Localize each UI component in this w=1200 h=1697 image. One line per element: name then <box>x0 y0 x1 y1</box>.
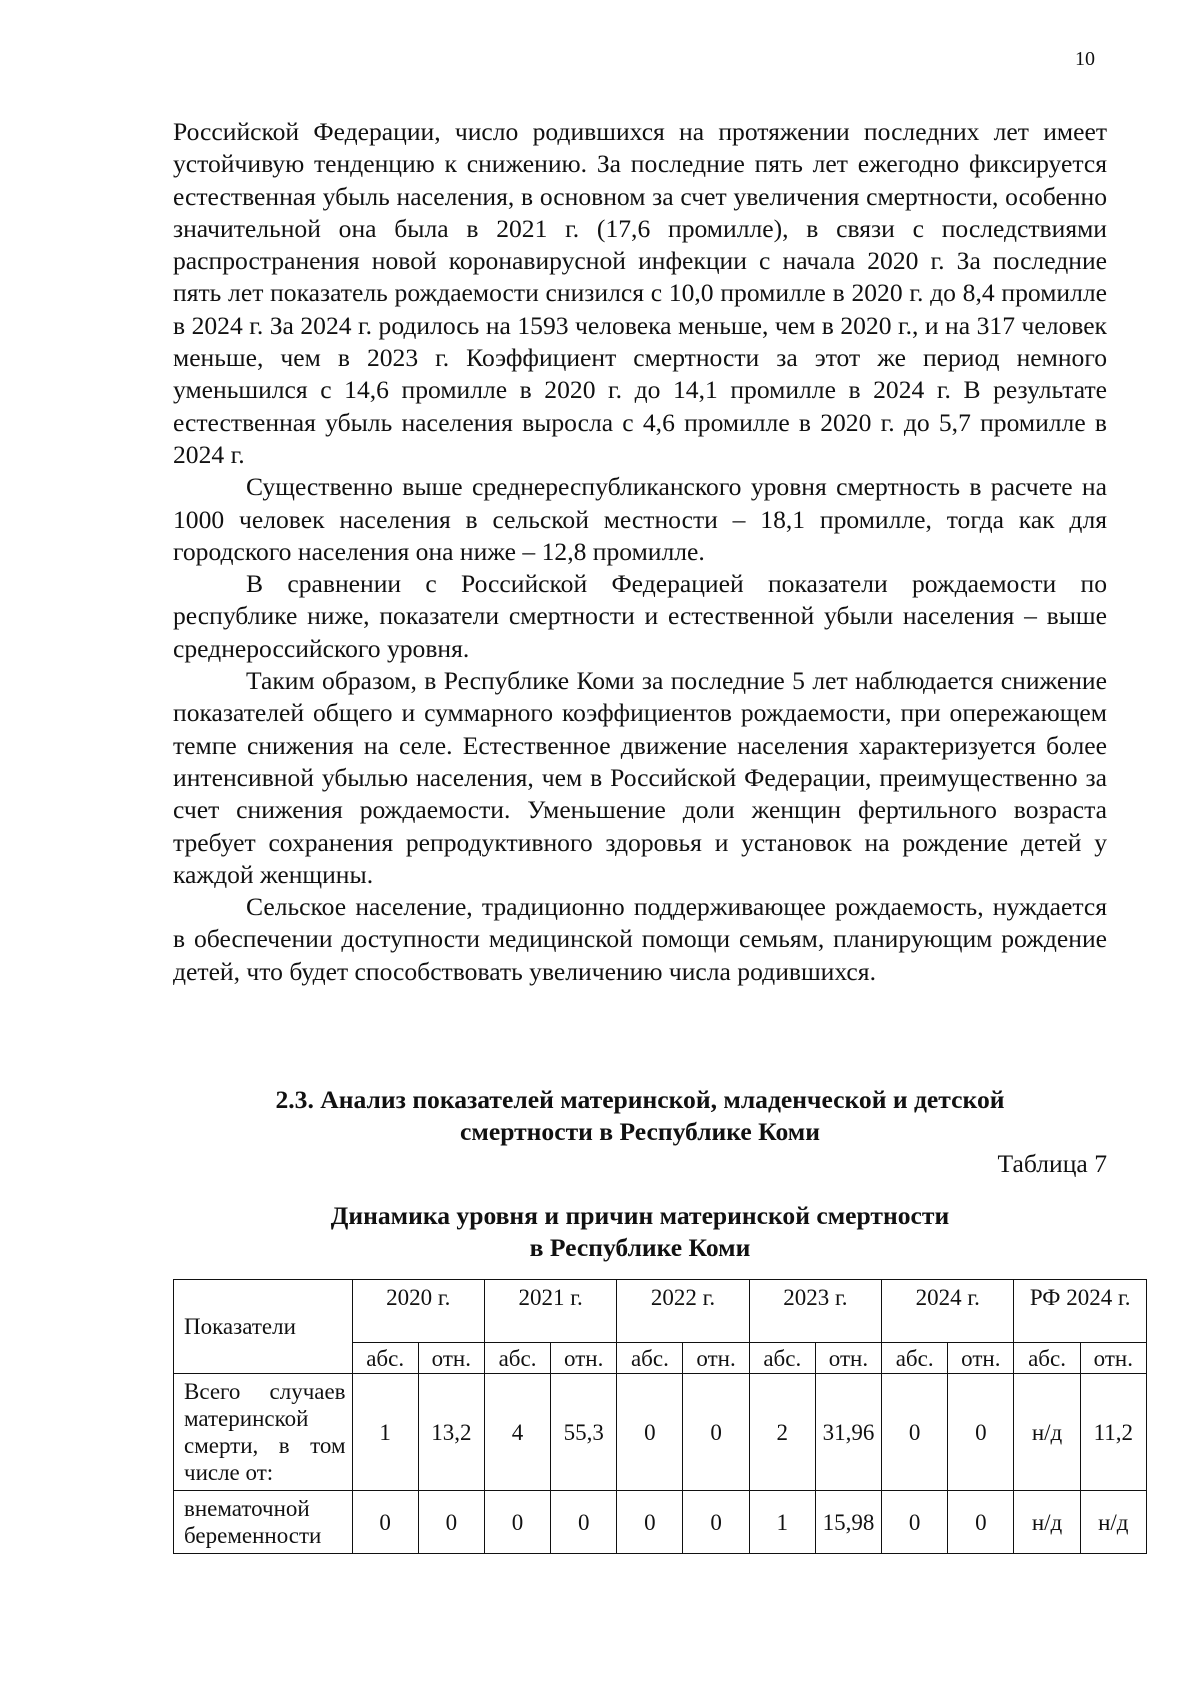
header-abs: абс. <box>882 1343 948 1374</box>
header-rel: отн. <box>1080 1343 1146 1374</box>
header-year: 2020 г. <box>352 1280 484 1343</box>
table-cell: 0 <box>617 1374 683 1491</box>
table-cell: 13,2 <box>418 1374 484 1491</box>
header-abs: абс. <box>617 1343 683 1374</box>
table-label: Таблица 7 <box>997 1149 1107 1178</box>
table-cell: 0 <box>882 1491 948 1554</box>
header-year: 2022 г. <box>617 1280 749 1343</box>
paragraph-3: В сравнении с Российской Федерацией показатели рождаемости по республике ниже, показатели смертности и естественной убыли населения – выше среднероссийского уровня. <box>173 569 1107 663</box>
header-abs: абс. <box>749 1343 815 1374</box>
section-heading <box>173 1084 1107 1149</box>
row-label-total: Всего случаев материнской смерти, в том числе от: <box>174 1374 353 1491</box>
table-cell: 1 <box>352 1374 418 1491</box>
header-rel: отн. <box>683 1343 749 1374</box>
body-text <box>173 116 1107 988</box>
table-cell: 0 <box>617 1491 683 1554</box>
header-abs: абс. <box>352 1343 418 1374</box>
paragraph-1: Российской Федерации, число родившихся на протяжении последних лет имеет устойчивую тенденцию к снижению. За последние пять лет ежегодно фиксируется естественная убыль населения, в основном за счет увеличения смертности, особенно значительной она была в 2021 г. (17,6 промилле), в связи с последствиями распространения новой коронавирусной инфекции с начала 2020 г. За последние пять лет показатель рождаемости снизился с 10,0 промилле в 2020 г. до 8,4 промилле в 2024 г. За 2024 г. родилось на 1593 человека меньше, чем в 2020 г., и на 317 человек меньше, чем в 2023 г. Коэффициент смертности за этот же период немного уменьшился с 14,6 промилле в 2020 г. до 14,1 промилле в 2024 г. В результате естественная убыль населения выросла с 4,6 промилле в 2020 г. до 5,7 промилле в 2024 г. <box>173 117 1107 469</box>
table-cell: 0 <box>948 1374 1014 1491</box>
header-year: 2023 г. <box>749 1280 881 1343</box>
table-cell: 0 <box>948 1491 1014 1554</box>
section-heading-line-2: смертности в Республике Коми <box>460 1117 820 1147</box>
header-rel: отн. <box>948 1343 1014 1374</box>
table-cell: 11,2 <box>1080 1374 1146 1491</box>
table-row <box>174 1491 1147 1554</box>
table-cell: 55,3 <box>551 1374 617 1491</box>
header-indicators: Показатели <box>174 1280 353 1374</box>
table-cell: 0 <box>882 1374 948 1491</box>
table-cell: 4 <box>484 1374 550 1491</box>
table-cell: 0 <box>418 1491 484 1554</box>
header-rel: отн. <box>815 1343 881 1374</box>
table-cell: 0 <box>683 1374 749 1491</box>
table-title-line-1: Динамика уровня и причин материнской смертности <box>330 1201 950 1230</box>
row-label-ectopic: внематочной беременности <box>174 1491 353 1554</box>
table-cell: 0 <box>683 1491 749 1554</box>
header-rel: отн. <box>551 1343 617 1374</box>
paragraph-2: Существенно выше среднереспубликанского уровня смертность в расчете на 1000 человек населения в сельской местности – 18,1 промилле, тогда как для городского населения она ниже – 12,8 промилле. <box>173 472 1107 566</box>
maternal-mortality-table <box>173 1279 1147 1554</box>
table-title <box>173 1200 1107 1265</box>
table-cell: 1 <box>749 1491 815 1554</box>
header-abs: абс. <box>1014 1343 1080 1374</box>
header-year-rf: РФ 2024 г. <box>1014 1280 1147 1343</box>
section-heading-line-1: 2.3. Анализ показателей материнской, младенческой и детской <box>275 1085 1005 1114</box>
table-cell: н/д <box>1080 1491 1146 1554</box>
page-number: 10 <box>1075 48 1095 70</box>
table-cell: н/д <box>1014 1374 1080 1491</box>
table-cell: н/д <box>1014 1491 1080 1554</box>
table-title-line-2: в Республике Коми <box>529 1233 751 1263</box>
paragraph-4: Таким образом, в Республике Коми за последние 5 лет наблюдается снижение показателей общего и суммарного коэффициентов рождаемости, при опережающем темпе снижения на селе. Естественное движение населения характеризуется более интенсивной убылью населения, чем в Российской Федерации, преимущественно за счет снижения рождаемости. Уменьшение доли женщин фертильного возраста требует сохранения репродуктивного здоровья и установок на рождение детей у каждой женщины. <box>173 666 1107 889</box>
header-abs: абс. <box>484 1343 550 1374</box>
header-rel: отн. <box>418 1343 484 1374</box>
table-cell: 15,98 <box>815 1491 881 1554</box>
table-cell: 0 <box>352 1491 418 1554</box>
table-cell: 0 <box>551 1491 617 1554</box>
paragraph-5: Сельское население, традиционно поддерживающее рождаемость, нуждается в обеспечении доступности медицинской помощи семьям, планирующим рождение детей, что будет способствовать увеличению числа родившихся. <box>173 892 1107 986</box>
header-year: 2021 г. <box>484 1280 616 1343</box>
table-row <box>174 1374 1147 1491</box>
table-cell: 0 <box>484 1491 550 1554</box>
table-header-row-years <box>174 1280 1147 1343</box>
table-cell: 2 <box>749 1374 815 1491</box>
header-year: 2024 г. <box>882 1280 1014 1343</box>
table-cell: 31,96 <box>815 1374 881 1491</box>
